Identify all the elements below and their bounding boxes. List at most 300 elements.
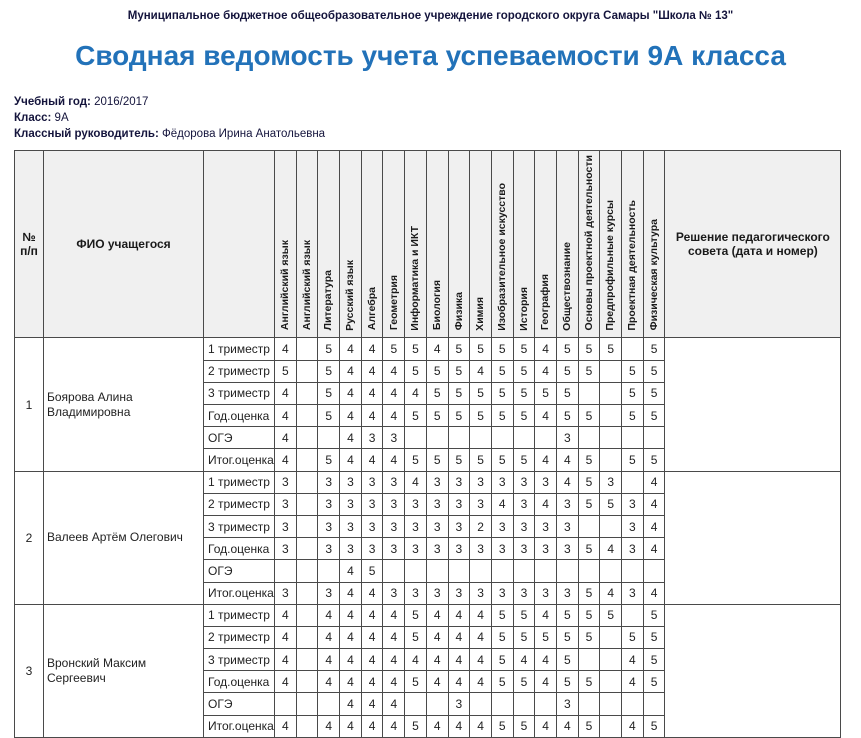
- subject-header-5: [361, 151, 383, 338]
- grade-cell: 4: [622, 671, 644, 693]
- grade-cell: 3: [513, 515, 535, 537]
- grade-cell: 3: [513, 471, 535, 493]
- grade-cell: 5: [426, 360, 448, 382]
- grade-cell: 3: [556, 515, 578, 537]
- grade-cell: 5: [643, 715, 665, 737]
- grade-cell: 5: [491, 449, 513, 471]
- grade-cell: 3: [405, 493, 427, 515]
- grade-cell: 4: [448, 715, 470, 737]
- grade-cell: 4: [275, 405, 297, 427]
- grade-cell: [296, 715, 318, 737]
- grade-cell: 5: [622, 382, 644, 404]
- grade-cell: 5: [426, 405, 448, 427]
- grade-cell: 4: [556, 449, 578, 471]
- grade-cell: 4: [448, 649, 470, 671]
- grade-cell: 5: [513, 604, 535, 626]
- grade-cell: 3: [383, 493, 405, 515]
- subject-header-label: Алгебра: [365, 287, 378, 331]
- grade-cell: 4: [535, 671, 557, 693]
- meta-year-value: 2016/2017: [94, 96, 149, 108]
- grade-cell: 5: [405, 338, 427, 360]
- grade-cell: [383, 560, 405, 582]
- grade-cell: 5: [470, 449, 492, 471]
- grade-cell: 3: [622, 582, 644, 604]
- grade-cell: 5: [491, 626, 513, 648]
- grade-cell: 4: [275, 338, 297, 360]
- grade-cell: [600, 382, 622, 404]
- grade-cell: 5: [643, 382, 665, 404]
- col-header-decision: Решение педагогического совета (дата и номер): [665, 151, 841, 338]
- grade-cell: 4: [361, 604, 383, 626]
- grade-cell: [600, 649, 622, 671]
- grade-cell: 3: [426, 493, 448, 515]
- grade-cell: [470, 693, 492, 715]
- grade-cell: 3: [491, 538, 513, 560]
- grade-cell: 5: [405, 715, 427, 737]
- grade-cell: 5: [622, 626, 644, 648]
- subject-header-8: [426, 151, 448, 338]
- grade-cell: 4: [340, 626, 362, 648]
- grade-cell: 5: [318, 360, 340, 382]
- period-label: Год.оценка: [204, 405, 275, 427]
- grade-cell: 3: [600, 471, 622, 493]
- grade-cell: 4: [340, 360, 362, 382]
- grade-cell: 3: [535, 471, 557, 493]
- grade-cell: 4: [643, 471, 665, 493]
- grade-cell: 4: [535, 405, 557, 427]
- grade-cell: [513, 693, 535, 715]
- grade-cell: 3: [535, 582, 557, 604]
- grade-cell: 5: [578, 360, 600, 382]
- grade-cell: 5: [535, 382, 557, 404]
- grade-cell: 5: [405, 360, 427, 382]
- grade-cell: 4: [470, 649, 492, 671]
- period-label: 2 триместр: [204, 360, 275, 382]
- period-label: Год.оценка: [204, 671, 275, 693]
- grade-cell: [513, 560, 535, 582]
- subject-header-7: [405, 151, 427, 338]
- grade-cell: [535, 427, 557, 449]
- period-label: 3 триместр: [204, 515, 275, 537]
- grade-cell: [622, 338, 644, 360]
- grade-cell: 5: [578, 338, 600, 360]
- grade-cell: 5: [643, 604, 665, 626]
- grade-cell: 4: [535, 449, 557, 471]
- grade-cell: 3: [622, 515, 644, 537]
- grade-cell: 5: [643, 626, 665, 648]
- grade-cell: 3: [361, 493, 383, 515]
- grade-cell: 5: [556, 671, 578, 693]
- grade-cell: 3: [340, 493, 362, 515]
- grade-cell: 5: [448, 382, 470, 404]
- grade-cell: 5: [578, 715, 600, 737]
- grade-cell: 4: [600, 538, 622, 560]
- grade-cell: 4: [275, 649, 297, 671]
- grade-cell: 5: [448, 360, 470, 382]
- grade-cell: 3: [361, 515, 383, 537]
- grade-cell: 3: [383, 515, 405, 537]
- subject-header-label: Биология: [430, 280, 443, 331]
- meta-year-label: Учебный год:: [14, 96, 91, 108]
- grade-cell: 3: [405, 515, 427, 537]
- grade-cell: 5: [513, 338, 535, 360]
- grade-cell: 3: [448, 538, 470, 560]
- grade-cell: 5: [275, 360, 297, 382]
- grade-cell: 4: [643, 538, 665, 560]
- grade-cell: [622, 560, 644, 582]
- grade-cell: 5: [578, 538, 600, 560]
- grade-cell: 5: [448, 338, 470, 360]
- grade-cell: 5: [491, 715, 513, 737]
- grade-cell: 3: [535, 538, 557, 560]
- grade-cell: 4: [340, 582, 362, 604]
- grade-cell: 4: [318, 649, 340, 671]
- subject-header-label: Информатика и ИКТ: [409, 225, 422, 331]
- grade-cell: 3: [556, 693, 578, 715]
- grade-cell: 5: [318, 382, 340, 404]
- subject-header-4: [340, 151, 362, 338]
- grade-cell: 4: [361, 582, 383, 604]
- grade-cell: 3: [426, 582, 448, 604]
- grade-cell: 4: [405, 649, 427, 671]
- grade-cell: 4: [361, 671, 383, 693]
- grade-cell: [578, 693, 600, 715]
- decision-cell: [665, 338, 841, 471]
- grade-cell: 5: [470, 405, 492, 427]
- grade-cell: 3: [318, 471, 340, 493]
- grade-cell: 3: [470, 471, 492, 493]
- grade-cell: 4: [383, 693, 405, 715]
- grade-cell: [296, 671, 318, 693]
- grade-cell: 4: [275, 449, 297, 471]
- subject-header-label: Проектная деятельность: [626, 199, 639, 331]
- grade-cell: 3: [470, 493, 492, 515]
- grade-cell: 5: [491, 604, 513, 626]
- col-header-num: № п/п: [15, 151, 44, 338]
- grade-cell: 4: [405, 382, 427, 404]
- meta-teacher: [14, 126, 861, 142]
- grade-cell: 4: [340, 449, 362, 471]
- subject-header-18: [643, 151, 665, 338]
- grade-cell: 4: [600, 582, 622, 604]
- grade-cell: 4: [275, 604, 297, 626]
- grade-cell: 4: [275, 427, 297, 449]
- grade-cell: 4: [361, 360, 383, 382]
- grade-cell: 5: [556, 338, 578, 360]
- period-label: 1 триместр: [204, 338, 275, 360]
- subject-header-17: [622, 151, 644, 338]
- grade-cell: 3: [491, 582, 513, 604]
- grade-cell: 5: [318, 338, 340, 360]
- period-label: 1 триместр: [204, 604, 275, 626]
- grade-cell: [600, 449, 622, 471]
- grade-cell: 5: [643, 338, 665, 360]
- grade-cell: [296, 471, 318, 493]
- subject-header-15: [578, 151, 600, 338]
- subject-header-2: [296, 151, 318, 338]
- grade-cell: 4: [383, 449, 405, 471]
- grade-cell: 5: [491, 360, 513, 382]
- grade-cell: 5: [600, 493, 622, 515]
- meta-class-value: 9А: [54, 112, 69, 124]
- grade-cell: 5: [491, 382, 513, 404]
- grade-cell: 5: [426, 449, 448, 471]
- grade-cell: 5: [578, 449, 600, 471]
- school-name: Муниципальное бюджетное общеобразовательное учреждение городского округа Самары "Школа № 13": [127, 10, 734, 22]
- grade-cell: 3: [275, 471, 297, 493]
- grade-cell: 5: [318, 449, 340, 471]
- grade-cell: 3: [318, 538, 340, 560]
- subject-header-label: Химия: [474, 296, 487, 331]
- grade-cell: 4: [361, 449, 383, 471]
- period-label: ОГЭ: [204, 427, 275, 449]
- col-header-fio: ФИО учащегося: [44, 151, 204, 338]
- grade-cell: 5: [491, 338, 513, 360]
- grades-table: [14, 150, 841, 738]
- grade-cell: 4: [275, 382, 297, 404]
- grade-cell: 3: [361, 427, 383, 449]
- grade-cell: 5: [578, 604, 600, 626]
- subject-header-label: Обществознание: [561, 241, 574, 331]
- grade-cell: 5: [578, 405, 600, 427]
- grade-cell: 3: [448, 493, 470, 515]
- grade-cell: [296, 382, 318, 404]
- grades-body: [15, 338, 841, 737]
- grade-cell: 4: [535, 360, 557, 382]
- grade-cell: 4: [448, 671, 470, 693]
- table-row: [15, 338, 841, 360]
- grade-cell: 5: [513, 626, 535, 648]
- decision-cell: [665, 604, 841, 737]
- grade-cell: 5: [622, 360, 644, 382]
- grade-cell: [296, 693, 318, 715]
- grade-cell: [622, 471, 644, 493]
- grade-cell: 4: [470, 715, 492, 737]
- grade-cell: 5: [470, 382, 492, 404]
- grade-cell: [405, 427, 427, 449]
- meta-teacher-value: Фёдорова Ирина Анатольевна: [162, 128, 326, 140]
- meta-year: [14, 94, 861, 110]
- subject-header-label: Изобразительное искусство: [495, 182, 508, 331]
- subject-header-label: Основы проектной деятельности: [582, 155, 595, 331]
- grade-cell: 5: [556, 405, 578, 427]
- col-header-period: [204, 151, 275, 338]
- grade-cell: 4: [535, 649, 557, 671]
- grade-cell: 3: [361, 538, 383, 560]
- grade-cell: 5: [470, 338, 492, 360]
- grade-cell: 4: [448, 626, 470, 648]
- grade-cell: 4: [361, 626, 383, 648]
- grade-cell: [296, 338, 318, 360]
- subject-header-13: [535, 151, 557, 338]
- page-title: Сводная ведомость учета успеваемости 9А класса: [75, 40, 786, 71]
- grade-cell: [578, 382, 600, 404]
- grade-cell: [296, 649, 318, 671]
- meta-class: [14, 110, 861, 126]
- meta-class-label: Класс:: [14, 112, 52, 124]
- grade-cell: 4: [491, 493, 513, 515]
- grade-cell: 2: [470, 515, 492, 537]
- grade-cell: [600, 515, 622, 537]
- grade-cell: [643, 427, 665, 449]
- grade-cell: 3: [383, 427, 405, 449]
- grade-cell: 5: [600, 604, 622, 626]
- grade-cell: 3: [513, 582, 535, 604]
- subject-header-label: Геометрия: [387, 275, 400, 331]
- subject-header-label: Английский язык: [279, 240, 292, 331]
- grade-cell: 5: [643, 360, 665, 382]
- grade-cell: 4: [318, 626, 340, 648]
- subject-header-10: [470, 151, 492, 338]
- grade-cell: [600, 715, 622, 737]
- grade-cell: 3: [622, 493, 644, 515]
- grade-cell: 5: [426, 382, 448, 404]
- subject-header-11: [491, 151, 513, 338]
- grade-cell: [491, 560, 513, 582]
- grade-cell: 4: [426, 649, 448, 671]
- grade-cell: 5: [405, 449, 427, 471]
- grade-cell: 5: [513, 382, 535, 404]
- grade-cell: 4: [340, 560, 362, 582]
- grade-cell: 5: [318, 405, 340, 427]
- grade-cell: 5: [448, 405, 470, 427]
- grade-cell: 4: [318, 715, 340, 737]
- grade-cell: 4: [318, 671, 340, 693]
- table-header-row: [15, 151, 841, 338]
- grade-cell: 3: [426, 471, 448, 493]
- grade-cell: 3: [340, 538, 362, 560]
- grade-cell: 4: [470, 626, 492, 648]
- grade-cell: [600, 560, 622, 582]
- grade-cell: 5: [556, 360, 578, 382]
- table-row: [15, 604, 841, 626]
- grade-cell: 4: [361, 693, 383, 715]
- grade-cell: 4: [426, 626, 448, 648]
- grade-cell: [556, 560, 578, 582]
- grade-cell: 3: [426, 538, 448, 560]
- subject-header-label: Физика: [452, 292, 465, 331]
- grade-cell: 4: [361, 649, 383, 671]
- grade-cell: 4: [383, 405, 405, 427]
- grade-cell: 5: [491, 405, 513, 427]
- grade-cell: [296, 582, 318, 604]
- grade-cell: 4: [556, 715, 578, 737]
- grade-cell: [600, 693, 622, 715]
- grade-cell: 5: [513, 449, 535, 471]
- grade-cell: 4: [383, 649, 405, 671]
- grade-cell: 3: [426, 515, 448, 537]
- grade-cell: 3: [275, 493, 297, 515]
- grade-cell: [513, 427, 535, 449]
- period-label: 2 триместр: [204, 626, 275, 648]
- subject-header-12: [513, 151, 535, 338]
- subject-header-label: Литература: [322, 270, 335, 331]
- grade-cell: 5: [448, 449, 470, 471]
- grade-cell: 5: [405, 626, 427, 648]
- grade-cell: 5: [578, 626, 600, 648]
- grade-cell: 3: [275, 515, 297, 537]
- grade-cell: [622, 693, 644, 715]
- grade-cell: 4: [340, 405, 362, 427]
- subject-header-3: [318, 151, 340, 338]
- grade-cell: 4: [361, 338, 383, 360]
- grade-cell: 4: [383, 626, 405, 648]
- grade-cell: [296, 538, 318, 560]
- grade-cell: 3: [383, 471, 405, 493]
- grade-cell: 5: [513, 360, 535, 382]
- grade-cell: 4: [383, 382, 405, 404]
- grade-cell: 3: [556, 493, 578, 515]
- subject-header-label: История: [517, 286, 530, 331]
- grade-cell: 4: [275, 671, 297, 693]
- grade-cell: [426, 427, 448, 449]
- grade-cell: [275, 560, 297, 582]
- grade-cell: 5: [513, 405, 535, 427]
- grade-cell: 4: [361, 715, 383, 737]
- grade-cell: 4: [426, 671, 448, 693]
- period-label: 3 триместр: [204, 382, 275, 404]
- grade-cell: 4: [340, 671, 362, 693]
- subject-header-label: География: [539, 274, 552, 331]
- grade-cell: 5: [622, 405, 644, 427]
- grade-cell: 5: [513, 715, 535, 737]
- subject-header-label: Английский язык: [300, 240, 313, 331]
- grade-cell: 4: [622, 715, 644, 737]
- subject-header-6: [383, 151, 405, 338]
- grade-cell: 4: [405, 471, 427, 493]
- grade-cell: 4: [383, 715, 405, 737]
- grade-cell: [405, 560, 427, 582]
- grade-cell: [318, 427, 340, 449]
- grade-cell: 4: [513, 649, 535, 671]
- grade-cell: [643, 560, 665, 582]
- grade-cell: 3: [556, 582, 578, 604]
- grade-cell: [578, 427, 600, 449]
- grade-cell: 5: [405, 671, 427, 693]
- grade-cell: 4: [383, 671, 405, 693]
- grade-cell: 5: [643, 671, 665, 693]
- grade-cell: 3: [318, 515, 340, 537]
- grade-cell: [318, 693, 340, 715]
- decision-cell: [665, 471, 841, 604]
- period-label: 3 триместр: [204, 649, 275, 671]
- grade-cell: 4: [535, 493, 557, 515]
- grade-cell: [296, 515, 318, 537]
- grade-cell: [600, 360, 622, 382]
- grade-cell: 3: [340, 515, 362, 537]
- grade-cell: [296, 560, 318, 582]
- period-label: ОГЭ: [204, 560, 275, 582]
- grade-cell: 5: [643, 449, 665, 471]
- grade-cell: 4: [470, 604, 492, 626]
- grade-cell: 3: [405, 582, 427, 604]
- grade-cell: [600, 671, 622, 693]
- grade-cell: [622, 427, 644, 449]
- grade-cell: 3: [513, 493, 535, 515]
- subject-header-label: Предпрофильные курсы: [604, 199, 617, 331]
- grade-cell: 4: [643, 582, 665, 604]
- grade-cell: [600, 427, 622, 449]
- period-label: Итог.оценка: [204, 715, 275, 737]
- grade-cell: 5: [405, 405, 427, 427]
- grade-cell: 3: [383, 582, 405, 604]
- grade-cell: 4: [556, 471, 578, 493]
- grade-cell: 3: [491, 515, 513, 537]
- period-label: ОГЭ: [204, 693, 275, 715]
- grade-cell: 5: [578, 582, 600, 604]
- grade-cell: [600, 626, 622, 648]
- grade-cell: 4: [426, 338, 448, 360]
